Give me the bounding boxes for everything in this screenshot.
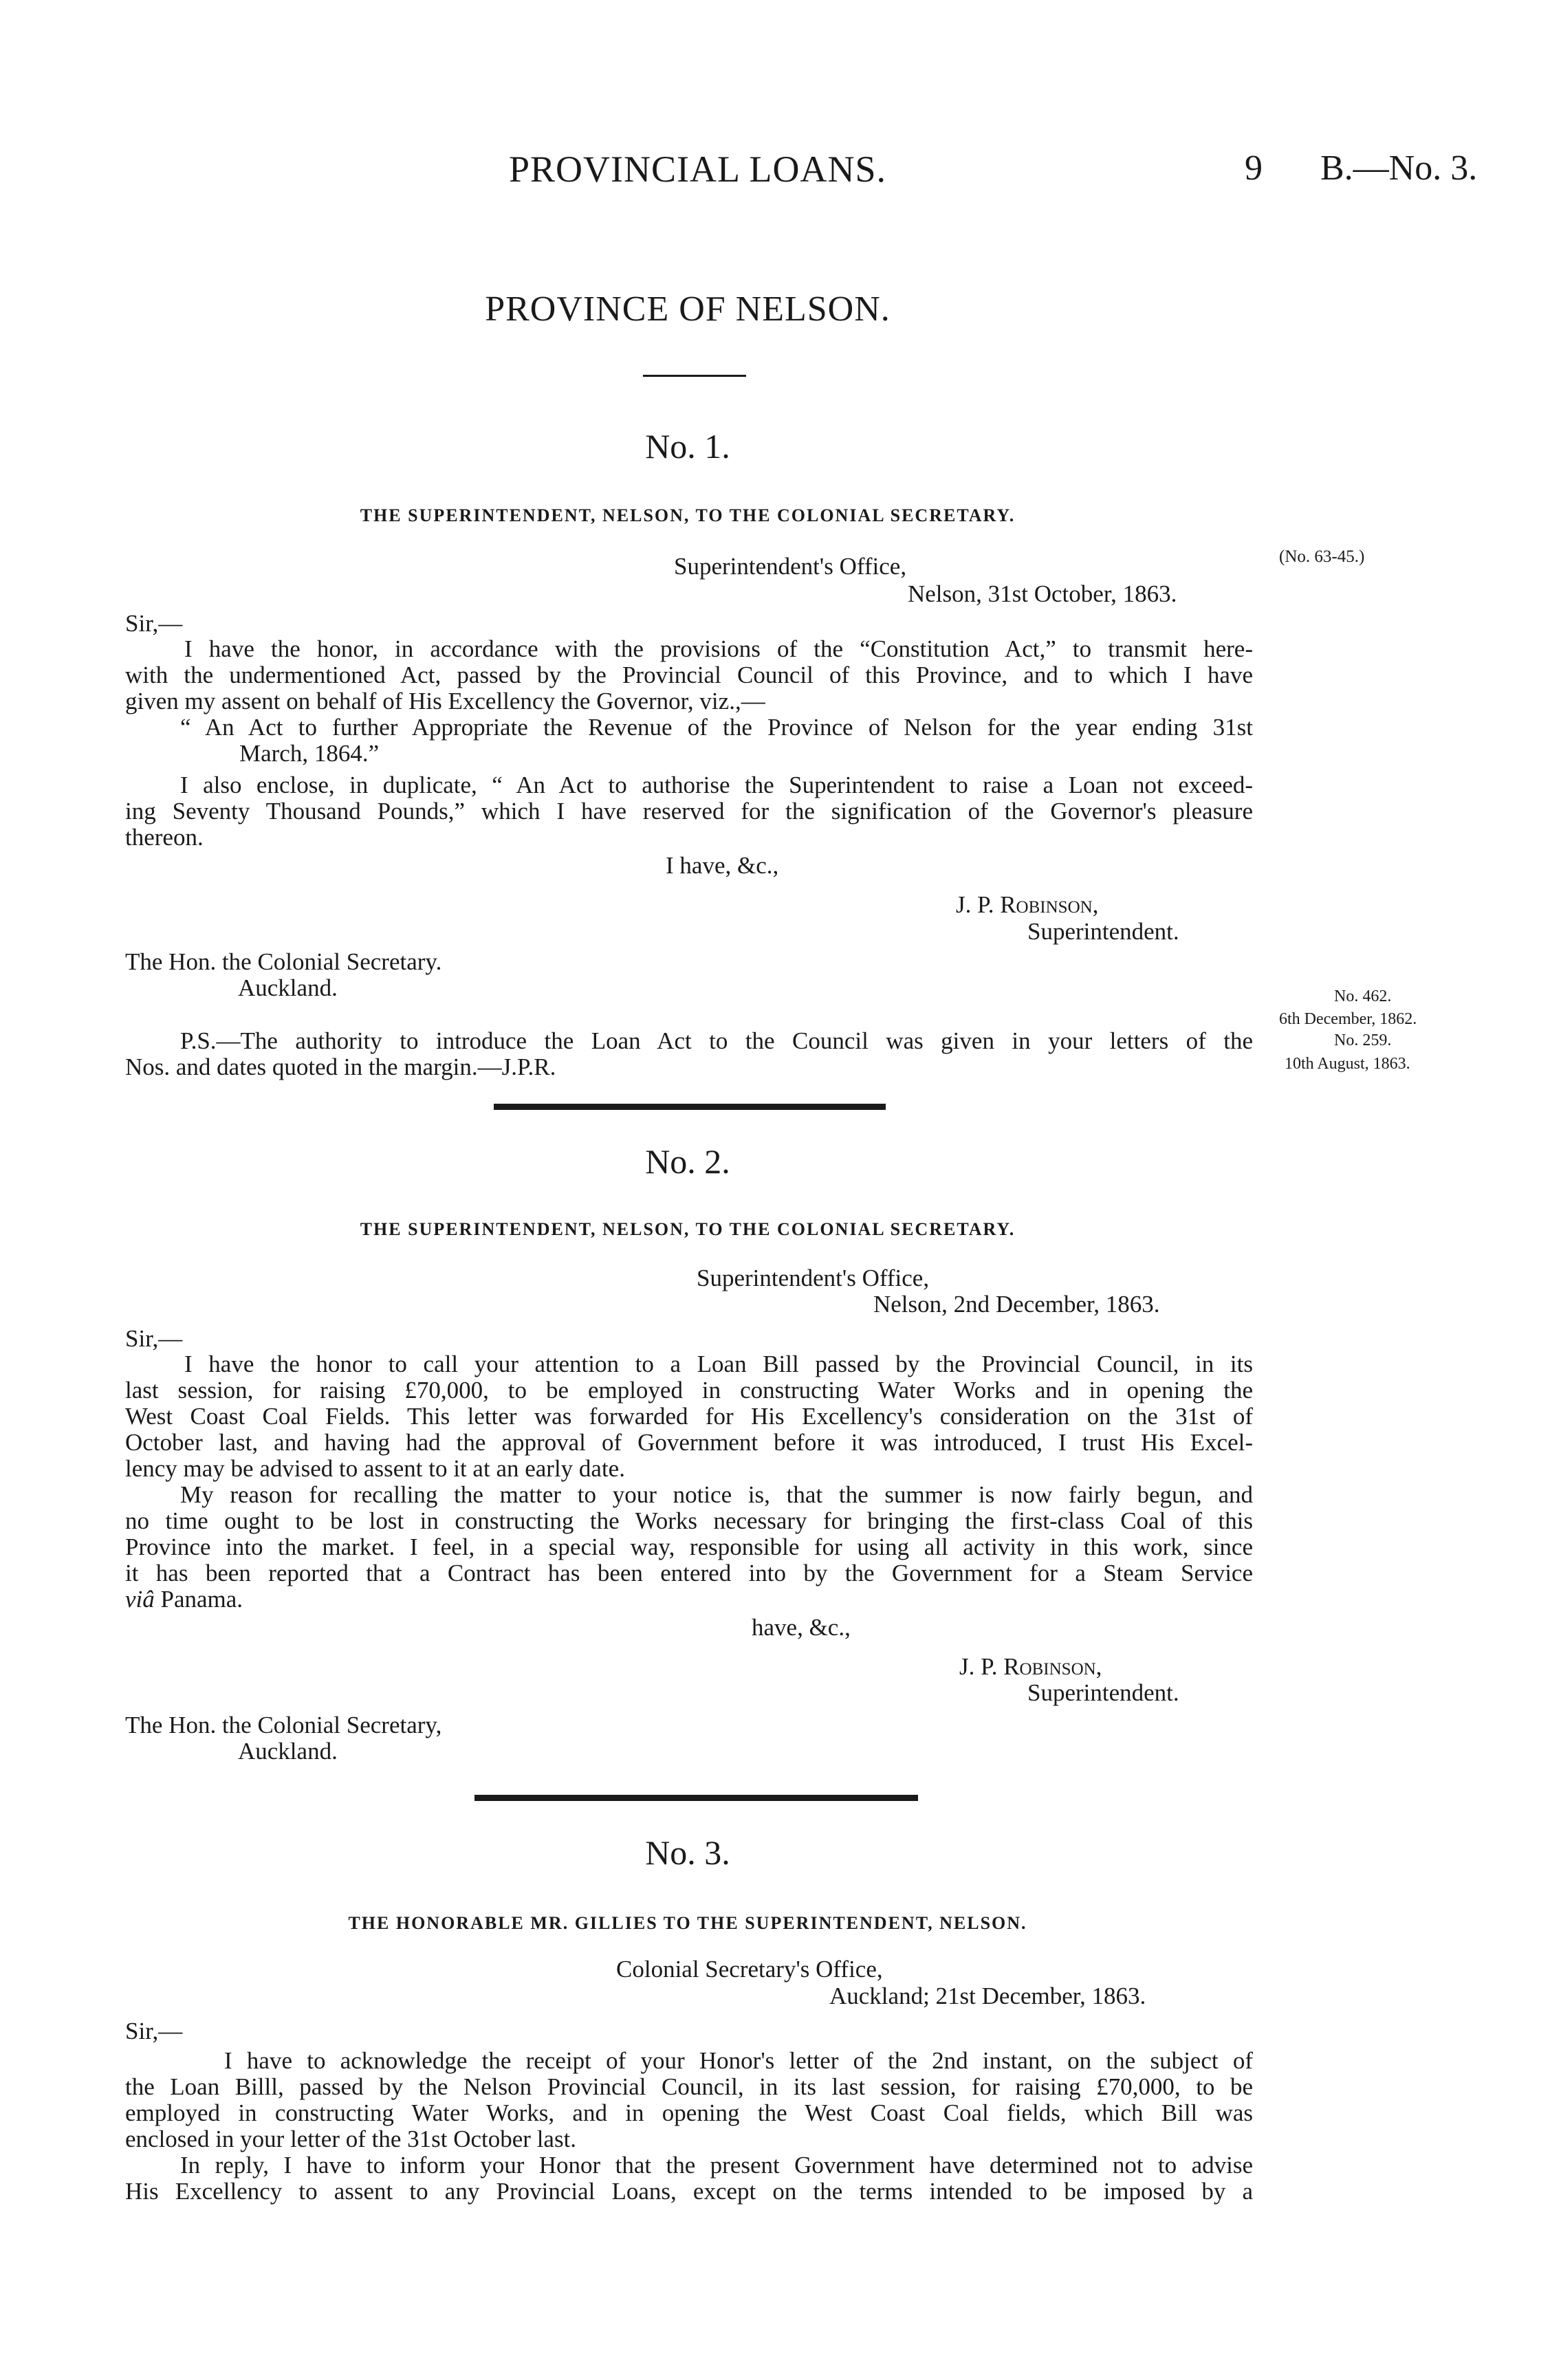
running-title: PROVINCIAL LOANS. (509, 149, 887, 190)
letter-2-addressee: The Hon. the Colonial Secretary, (125, 1712, 442, 1738)
letter-2-addressee: Auckland. (238, 1738, 338, 1765)
letter-1-body-line: given my assent on behalf of His Excellency the Governor, viz.,— (125, 688, 765, 714)
letter-2-signature-name: J. P. Robinson, (959, 1653, 1102, 1680)
letter-1-quoted-act: “ An Act to further Appropriate the Revenue of the Province of Nelson for the year ending 31st (180, 714, 1253, 741)
page-number: 9 (1245, 149, 1263, 188)
margin-note: 10th August, 1863. (1285, 1055, 1410, 1073)
letter-1-address-line-2: Nelson, 31st October, 1863. (908, 580, 1177, 607)
letter-3-body-line: In reply, I have to inform your Honor that the present Government have determined not to advise (180, 2152, 1253, 2179)
letter-2-body-line: I have the honor to call your attention to a Loan Bill passed by the Provincial Council, in its (184, 1351, 1253, 1377)
letter-1-margin-reference: (No. 63-45.) (1279, 547, 1365, 566)
letter-2-body-line: Province into the market. I feel, in a special way, responsible for using all activity in this work, since (125, 1533, 1253, 1560)
letter-1-number: No. 1. (645, 427, 730, 466)
margin-note: 6th December, 1862. (1279, 1010, 1417, 1028)
letter-2-body-line: My reason for recalling the matter to your notice is, that the summer is now fairly begun, and (180, 1481, 1253, 1508)
letter-1-body-line: with the undermentioned Act, passed by the Provincial Council of this Province, and to which I have (125, 662, 1253, 688)
letter-1-body-line: thereon. (125, 824, 204, 851)
letter-2-body-line: October last, and having had the approval of Government before it was introduced, I trust His Excel- (125, 1429, 1253, 1456)
province-title: PROVINCE OF NELSON. (485, 290, 891, 329)
letter-3-address-line-1: Colonial Secretary's Office, (616, 1956, 883, 1983)
letter-1-postscript: Nos. and dates quoted in the margin.—J.P.R. (125, 1053, 556, 1080)
letter-1-quoted-act: March, 1864.” (239, 740, 380, 767)
letter-1-body-line: I also enclose, in duplicate, “ An Act to authorise the Superintendent to raise a Loan not exceed- (180, 772, 1253, 798)
letter-2-heading: THE SUPERINTENDENT, NELSON, TO THE COLONIAL SECRETARY. (360, 1219, 1016, 1239)
letter-2-line-rest: Panama. (154, 1586, 243, 1613)
letter-3-body-line: I have to acknowledge the receipt of your Honor's letter of the 2nd instant, on the subject of (224, 2047, 1253, 2074)
letter-1-addressee: The Hon. the Colonial Secretary. (125, 948, 442, 975)
letter-2-body-line (125, 1586, 243, 1613)
letter-2-body-line: West Coast Coal Fields. This letter was forwarded for His Excellency's consideration on the 31st of (125, 1403, 1253, 1430)
letter-3-address-line-2: Auckland; 21st December, 1863. (829, 1983, 1146, 2009)
letter-2-address-line-2: Nelson, 2nd December, 1863. (873, 1291, 1160, 1318)
letter-2-closing: have, &c., (752, 1614, 851, 1641)
letter-1-body-line: ing Seventy Thousand Pounds,” which I have reserved for the signification of the Governor's pleasure (125, 798, 1253, 825)
section-divider (494, 1104, 886, 1110)
letter-2-signature-title: Superintendent. (1027, 1679, 1179, 1706)
letter-1-addressee: Auckland. (238, 974, 338, 1001)
letter-3-number: No. 3. (645, 1833, 730, 1872)
letter-1-postscript: P.S.—The authority to introduce the Loan Act to the Council was given in your letters of the (180, 1027, 1253, 1054)
letter-1-salutation: Sir,— (125, 610, 183, 637)
letter-1-body-line: I have the honor, in accordance with the provisions of the “Constitution Act,” to transmit here- (184, 635, 1253, 662)
letter-1-signature-title: Superintendent. (1027, 918, 1179, 945)
letter-3-body-line: employed in constructing Water Works, and in opening the West Coast Coal fields, which Bill was (125, 2099, 1253, 2126)
letter-3-body-line: enclosed in your letter of the 31st October last. (125, 2126, 577, 2152)
letter-2-body-line: it has been reported that a Contract has been entered into by the Government for a Steam Service (125, 1560, 1253, 1586)
margin-note: No. 462. (1334, 987, 1392, 1005)
letter-3-salutation: Sir,— (125, 2018, 183, 2044)
letter-1-heading: THE SUPERINTENDENT, NELSON, TO THE COLONIAL SECRETARY. (360, 505, 1016, 525)
letter-2-body-line: last session, for raising £70,000, to be employed in constructing Water Works and in opening the (125, 1377, 1253, 1404)
letter-2-salutation: Sir,— (125, 1325, 183, 1352)
letter-1-closing: I have, &c., (666, 852, 779, 879)
letter-2-address-line-1: Superintendent's Office, (697, 1265, 930, 1291)
letter-1-signature-name: J. P. Robinson, (956, 891, 1099, 918)
letter-2-number: No. 2. (645, 1142, 730, 1181)
letter-1-address-line-1: Superintendent's Office, (674, 553, 907, 580)
letter-2-body-line: lency may be advised to assent to it at an early date. (125, 1455, 625, 1482)
section-divider (474, 1795, 918, 1801)
short-rule (643, 375, 746, 377)
letter-3-body-line: His Excellency to assent to any Provincial Loans, except on the terms intended to be imposed by a (125, 2178, 1253, 2205)
letter-3-body-line: the Loan Billl, passed by the Nelson Provincial Council, in its last session, for raising £70,000, to be (125, 2073, 1253, 2100)
margin-note: No. 259. (1334, 1031, 1392, 1049)
document-reference: B.—No. 3. (1320, 149, 1478, 188)
letter-3-heading: THE HONORABLE MR. GILLIES TO THE SUPERINTENDENT, NELSON. (348, 1913, 1027, 1933)
letter-2-body-line: no time ought to be lost in constructing the Works necessary for bringing the first-class Coal of this (125, 1507, 1253, 1534)
letter-2-italic-word: viâ (125, 1586, 155, 1613)
